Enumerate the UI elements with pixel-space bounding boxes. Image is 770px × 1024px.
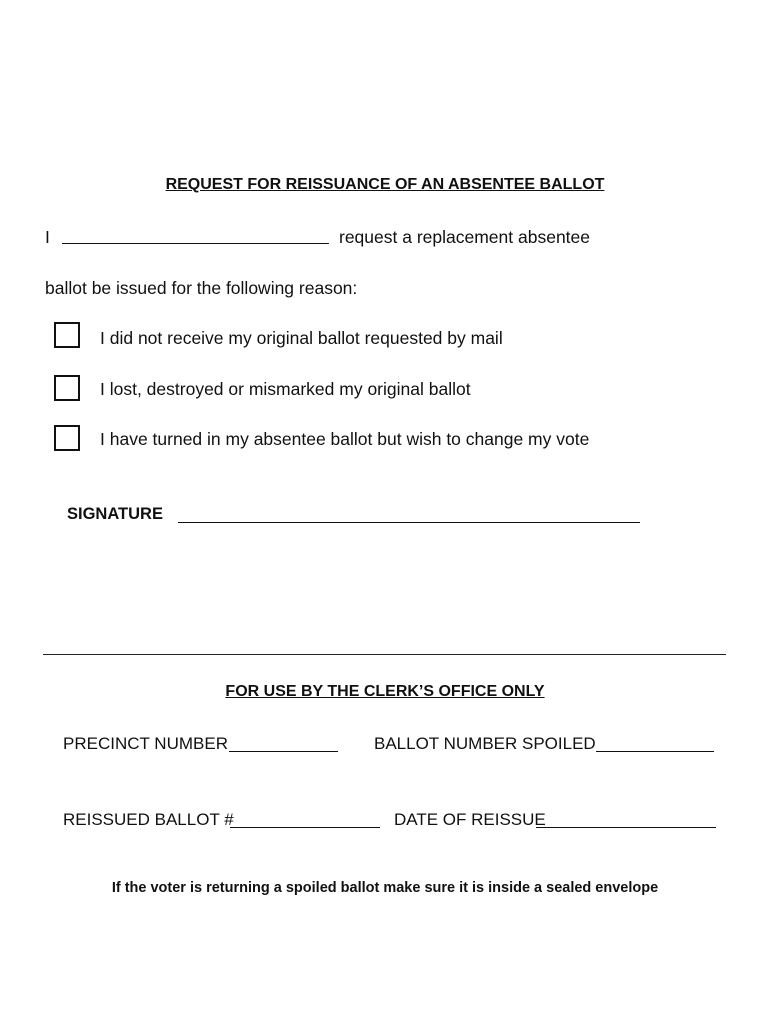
precinct-label: PRECINCT NUMBER <box>63 734 228 753</box>
reason-label-not-received: I did not receive my original ballot requested by mail <box>100 328 503 348</box>
sealed-envelope-note: If the voter is returning a spoiled ballot make sure it is inside a sealed envelope <box>111 880 659 896</box>
spoiled-ballot-label: BALLOT NUMBER SPOILED <box>374 734 596 753</box>
reason-checkbox-not-received[interactable] <box>54 322 80 348</box>
reissue-date-label: DATE OF REISSUE <box>394 810 546 829</box>
reason-intro: ballot be issued for the following reason: <box>45 278 358 298</box>
precinct-field[interactable] <box>229 751 338 752</box>
clerk-heading: FOR USE BY THE CLERK’S OFFICE ONLY <box>225 683 545 700</box>
section-divider <box>43 654 726 655</box>
request-text: request a replacement absentee <box>339 227 590 247</box>
reissued-ballot-field[interactable] <box>230 827 380 828</box>
reissued-ballot-label: REISSUED BALLOT # <box>63 810 234 829</box>
reason-label-change-vote: I have turned in my absentee ballot but wish to change my vote <box>100 429 590 449</box>
name-prefix: I <box>45 227 50 247</box>
form-title: REQUEST FOR REISSUANCE OF AN ABSENTEE BALLOT <box>165 176 605 193</box>
reason-checkbox-lost[interactable] <box>54 375 80 401</box>
reissue-date-field[interactable] <box>536 827 716 828</box>
spoiled-ballot-field[interactable] <box>596 751 714 752</box>
signature-field[interactable] <box>178 522 640 523</box>
reason-label-lost: I lost, destroyed or mismarked my original ballot <box>100 379 471 399</box>
name-field[interactable] <box>62 243 329 244</box>
reason-checkbox-change-vote[interactable] <box>54 425 80 451</box>
signature-label: SIGNATURE <box>67 505 163 523</box>
